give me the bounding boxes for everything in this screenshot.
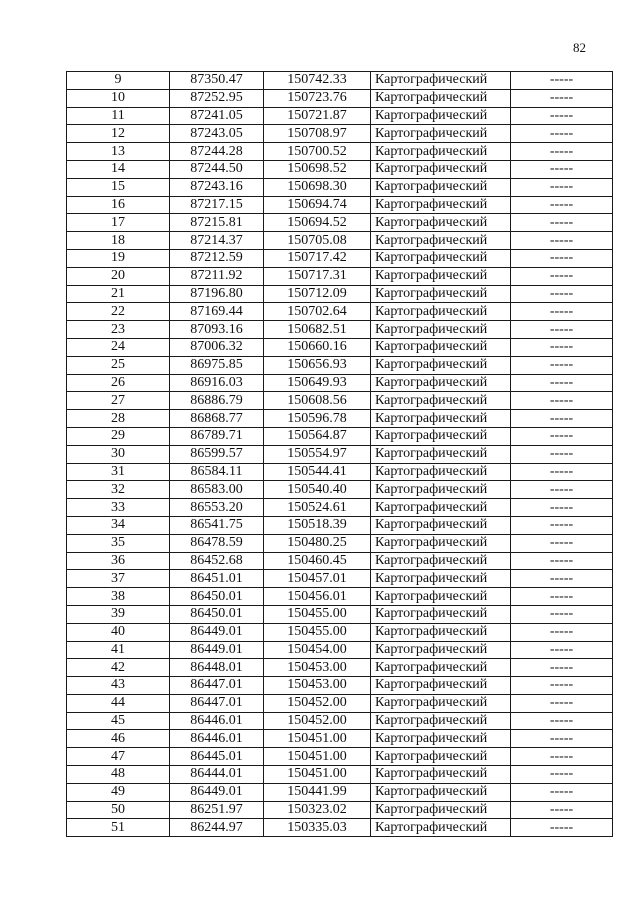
error-cell: ----- [511, 214, 613, 232]
y-coordinate-cell: 150742.33 [264, 72, 371, 90]
y-coordinate-cell: 150540.40 [264, 481, 371, 499]
table-row [67, 588, 613, 606]
y-coordinate-cell: 150441.99 [264, 783, 371, 801]
table-row [67, 552, 613, 570]
table-row [67, 801, 613, 819]
x-coordinate-cell: 87244.28 [170, 143, 264, 161]
method-cell: Картографический [371, 516, 511, 534]
error-cell: ----- [511, 641, 613, 659]
method-cell: Картографический [371, 801, 511, 819]
method-cell: Картографический [371, 712, 511, 730]
error-cell: ----- [511, 321, 613, 339]
table-row [67, 356, 613, 374]
x-coordinate-cell: 86541.75 [170, 516, 264, 534]
y-coordinate-cell: 150457.01 [264, 570, 371, 588]
error-cell: ----- [511, 481, 613, 499]
method-cell: Картографический [371, 677, 511, 695]
x-coordinate-cell: 86450.01 [170, 605, 264, 623]
point-number-cell: 41 [67, 641, 170, 659]
y-coordinate-cell: 150656.93 [264, 356, 371, 374]
y-coordinate-cell: 150453.00 [264, 677, 371, 695]
point-number-cell: 49 [67, 783, 170, 801]
table-row [67, 641, 613, 659]
y-coordinate-cell: 150554.97 [264, 445, 371, 463]
method-cell: Картографический [371, 89, 511, 107]
y-coordinate-cell: 150335.03 [264, 819, 371, 837]
error-cell: ----- [511, 570, 613, 588]
point-number-cell: 15 [67, 178, 170, 196]
point-number-cell: 21 [67, 285, 170, 303]
method-cell: Картографический [371, 730, 511, 748]
method-cell: Картографический [371, 303, 511, 321]
table-row [67, 694, 613, 712]
y-coordinate-cell: 150544.41 [264, 463, 371, 481]
x-coordinate-cell: 87212.59 [170, 249, 264, 267]
y-coordinate-cell: 150451.00 [264, 766, 371, 784]
method-cell: Картографический [371, 766, 511, 784]
x-coordinate-cell: 87006.32 [170, 338, 264, 356]
error-cell: ----- [511, 766, 613, 784]
error-cell: ----- [511, 356, 613, 374]
point-number-cell: 19 [67, 249, 170, 267]
table-row [67, 677, 613, 695]
x-coordinate-cell: 86868.77 [170, 410, 264, 428]
method-cell: Картографический [371, 552, 511, 570]
x-coordinate-cell: 86478.59 [170, 534, 264, 552]
table-row [67, 730, 613, 748]
point-number-cell: 24 [67, 338, 170, 356]
y-coordinate-cell: 150452.00 [264, 694, 371, 712]
x-coordinate-cell: 86975.85 [170, 356, 264, 374]
error-cell: ----- [511, 534, 613, 552]
x-coordinate-cell: 86916.03 [170, 374, 264, 392]
method-cell: Картографический [371, 178, 511, 196]
y-coordinate-cell: 150694.52 [264, 214, 371, 232]
method-cell: Картографический [371, 481, 511, 499]
y-coordinate-cell: 150451.00 [264, 748, 371, 766]
table-row [67, 214, 613, 232]
point-number-cell: 38 [67, 588, 170, 606]
point-number-cell: 33 [67, 499, 170, 517]
table-row [67, 463, 613, 481]
table-row [67, 232, 613, 250]
table-row [67, 392, 613, 410]
method-cell: Картографический [371, 463, 511, 481]
y-coordinate-cell: 150694.74 [264, 196, 371, 214]
x-coordinate-cell: 87243.16 [170, 178, 264, 196]
y-coordinate-cell: 150460.45 [264, 552, 371, 570]
method-cell: Картографический [371, 659, 511, 677]
table-row [67, 160, 613, 178]
y-coordinate-cell: 150480.25 [264, 534, 371, 552]
x-coordinate-cell: 86251.97 [170, 801, 264, 819]
x-coordinate-cell: 86451.01 [170, 570, 264, 588]
method-cell: Картографический [371, 72, 511, 90]
table-row [67, 534, 613, 552]
x-coordinate-cell: 87252.95 [170, 89, 264, 107]
method-cell: Картографический [371, 143, 511, 161]
x-coordinate-cell: 87243.05 [170, 125, 264, 143]
point-number-cell: 17 [67, 214, 170, 232]
x-coordinate-cell: 86447.01 [170, 694, 264, 712]
error-cell: ----- [511, 588, 613, 606]
point-number-cell: 31 [67, 463, 170, 481]
error-cell: ----- [511, 659, 613, 677]
x-coordinate-cell: 86452.68 [170, 552, 264, 570]
method-cell: Картографический [371, 783, 511, 801]
table-row [67, 605, 613, 623]
y-coordinate-cell: 150712.09 [264, 285, 371, 303]
error-cell: ----- [511, 267, 613, 285]
x-coordinate-cell: 86444.01 [170, 766, 264, 784]
point-number-cell: 23 [67, 321, 170, 339]
y-coordinate-cell: 150323.02 [264, 801, 371, 819]
method-cell: Картографический [371, 285, 511, 303]
table-row [67, 481, 613, 499]
method-cell: Картографический [371, 819, 511, 837]
method-cell: Картографический [371, 748, 511, 766]
x-coordinate-cell: 86583.00 [170, 481, 264, 499]
error-cell: ----- [511, 89, 613, 107]
method-cell: Картографический [371, 196, 511, 214]
error-cell: ----- [511, 107, 613, 125]
method-cell: Картографический [371, 214, 511, 232]
table-row [67, 89, 613, 107]
point-number-cell: 35 [67, 534, 170, 552]
point-number-cell: 30 [67, 445, 170, 463]
point-number-cell: 51 [67, 819, 170, 837]
y-coordinate-cell: 150723.76 [264, 89, 371, 107]
point-number-cell: 32 [67, 481, 170, 499]
table-row [67, 410, 613, 428]
x-coordinate-cell: 86886.79 [170, 392, 264, 410]
point-number-cell: 29 [67, 427, 170, 445]
x-coordinate-cell: 86449.01 [170, 783, 264, 801]
method-cell: Картографический [371, 534, 511, 552]
method-cell: Картографический [371, 499, 511, 517]
table-row [67, 143, 613, 161]
error-cell: ----- [511, 72, 613, 90]
method-cell: Картографический [371, 374, 511, 392]
error-cell: ----- [511, 801, 613, 819]
x-coordinate-cell: 86448.01 [170, 659, 264, 677]
error-cell: ----- [511, 125, 613, 143]
error-cell: ----- [511, 232, 613, 250]
table-row [67, 427, 613, 445]
point-number-cell: 12 [67, 125, 170, 143]
table-row [67, 267, 613, 285]
point-number-cell: 22 [67, 303, 170, 321]
point-number-cell: 43 [67, 677, 170, 695]
method-cell: Картографический [371, 107, 511, 125]
error-cell: ----- [511, 783, 613, 801]
x-coordinate-cell: 86450.01 [170, 588, 264, 606]
table-row [67, 249, 613, 267]
x-coordinate-cell: 86584.11 [170, 463, 264, 481]
y-coordinate-cell: 150455.00 [264, 605, 371, 623]
table-row [67, 285, 613, 303]
table-row [67, 766, 613, 784]
y-coordinate-cell: 150700.52 [264, 143, 371, 161]
table-row [67, 516, 613, 534]
y-coordinate-cell: 150456.01 [264, 588, 371, 606]
method-cell: Картографический [371, 570, 511, 588]
table-row [67, 125, 613, 143]
error-cell: ----- [511, 623, 613, 641]
y-coordinate-cell: 150717.31 [264, 267, 371, 285]
table-row [67, 107, 613, 125]
y-coordinate-cell: 150682.51 [264, 321, 371, 339]
y-coordinate-cell: 150596.78 [264, 410, 371, 428]
point-number-cell: 26 [67, 374, 170, 392]
error-cell: ----- [511, 249, 613, 267]
y-coordinate-cell: 150451.00 [264, 730, 371, 748]
error-cell: ----- [511, 178, 613, 196]
error-cell: ----- [511, 143, 613, 161]
point-number-cell: 36 [67, 552, 170, 570]
error-cell: ----- [511, 410, 613, 428]
point-number-cell: 25 [67, 356, 170, 374]
method-cell: Картографический [371, 445, 511, 463]
coordinates-table-body [67, 72, 613, 837]
y-coordinate-cell: 150455.00 [264, 623, 371, 641]
point-number-cell: 44 [67, 694, 170, 712]
x-coordinate-cell: 86449.01 [170, 641, 264, 659]
table-row [67, 178, 613, 196]
y-coordinate-cell: 150698.52 [264, 160, 371, 178]
y-coordinate-cell: 150452.00 [264, 712, 371, 730]
x-coordinate-cell: 87350.47 [170, 72, 264, 90]
coordinates-table [66, 71, 613, 837]
point-number-cell: 46 [67, 730, 170, 748]
point-number-cell: 40 [67, 623, 170, 641]
error-cell: ----- [511, 196, 613, 214]
method-cell: Картографический [371, 249, 511, 267]
x-coordinate-cell: 87093.16 [170, 321, 264, 339]
table-row [67, 499, 613, 517]
y-coordinate-cell: 150721.87 [264, 107, 371, 125]
method-cell: Картографический [371, 160, 511, 178]
error-cell: ----- [511, 605, 613, 623]
x-coordinate-cell: 87169.44 [170, 303, 264, 321]
error-cell: ----- [511, 303, 613, 321]
method-cell: Картографический [371, 338, 511, 356]
method-cell: Картографический [371, 232, 511, 250]
method-cell: Картографический [371, 410, 511, 428]
table-row [67, 819, 613, 837]
x-coordinate-cell: 86789.71 [170, 427, 264, 445]
point-number-cell: 13 [67, 143, 170, 161]
method-cell: Картографический [371, 623, 511, 641]
y-coordinate-cell: 150717.42 [264, 249, 371, 267]
point-number-cell: 34 [67, 516, 170, 534]
x-coordinate-cell: 87214.37 [170, 232, 264, 250]
point-number-cell: 39 [67, 605, 170, 623]
point-number-cell: 10 [67, 89, 170, 107]
method-cell: Картографический [371, 605, 511, 623]
table-row [67, 321, 613, 339]
error-cell: ----- [511, 427, 613, 445]
x-coordinate-cell: 87211.92 [170, 267, 264, 285]
table-row [67, 338, 613, 356]
table-row [67, 623, 613, 641]
y-coordinate-cell: 150660.16 [264, 338, 371, 356]
x-coordinate-cell: 86445.01 [170, 748, 264, 766]
point-number-cell: 14 [67, 160, 170, 178]
point-number-cell: 16 [67, 196, 170, 214]
point-number-cell: 47 [67, 748, 170, 766]
point-number-cell: 48 [67, 766, 170, 784]
error-cell: ----- [511, 445, 613, 463]
table-row [67, 570, 613, 588]
error-cell: ----- [511, 677, 613, 695]
point-number-cell: 20 [67, 267, 170, 285]
y-coordinate-cell: 150705.08 [264, 232, 371, 250]
error-cell: ----- [511, 694, 613, 712]
x-coordinate-cell: 87196.80 [170, 285, 264, 303]
page-number: 82 [573, 40, 586, 55]
y-coordinate-cell: 150518.39 [264, 516, 371, 534]
point-number-cell: 45 [67, 712, 170, 730]
table-row [67, 303, 613, 321]
method-cell: Картографический [371, 588, 511, 606]
point-number-cell: 18 [67, 232, 170, 250]
point-number-cell: 11 [67, 107, 170, 125]
error-cell: ----- [511, 730, 613, 748]
method-cell: Картографический [371, 694, 511, 712]
error-cell: ----- [511, 392, 613, 410]
x-coordinate-cell: 86244.97 [170, 819, 264, 837]
x-coordinate-cell: 87241.05 [170, 107, 264, 125]
y-coordinate-cell: 150708.97 [264, 125, 371, 143]
x-coordinate-cell: 86446.01 [170, 712, 264, 730]
y-coordinate-cell: 150608.56 [264, 392, 371, 410]
x-coordinate-cell: 86553.20 [170, 499, 264, 517]
table-row [67, 783, 613, 801]
y-coordinate-cell: 150698.30 [264, 178, 371, 196]
y-coordinate-cell: 150453.00 [264, 659, 371, 677]
x-coordinate-cell: 86446.01 [170, 730, 264, 748]
method-cell: Картографический [371, 267, 511, 285]
table-row [67, 712, 613, 730]
point-number-cell: 37 [67, 570, 170, 588]
x-coordinate-cell: 86449.01 [170, 623, 264, 641]
point-number-cell: 27 [67, 392, 170, 410]
error-cell: ----- [511, 819, 613, 837]
error-cell: ----- [511, 552, 613, 570]
point-number-cell: 50 [67, 801, 170, 819]
method-cell: Картографический [371, 392, 511, 410]
x-coordinate-cell: 87244.50 [170, 160, 264, 178]
point-number-cell: 9 [67, 72, 170, 90]
x-coordinate-cell: 86447.01 [170, 677, 264, 695]
y-coordinate-cell: 150524.61 [264, 499, 371, 517]
y-coordinate-cell: 150564.87 [264, 427, 371, 445]
error-cell: ----- [511, 463, 613, 481]
x-coordinate-cell: 87217.15 [170, 196, 264, 214]
error-cell: ----- [511, 712, 613, 730]
y-coordinate-cell: 150649.93 [264, 374, 371, 392]
y-coordinate-cell: 150454.00 [264, 641, 371, 659]
table-row [67, 659, 613, 677]
table-row [67, 374, 613, 392]
table-row [67, 445, 613, 463]
error-cell: ----- [511, 499, 613, 517]
point-number-cell: 28 [67, 410, 170, 428]
method-cell: Картографический [371, 356, 511, 374]
table-row [67, 196, 613, 214]
point-number-cell: 42 [67, 659, 170, 677]
method-cell: Картографический [371, 321, 511, 339]
error-cell: ----- [511, 338, 613, 356]
x-coordinate-cell: 86599.57 [170, 445, 264, 463]
error-cell: ----- [511, 285, 613, 303]
method-cell: Картографический [371, 641, 511, 659]
method-cell: Картографический [371, 125, 511, 143]
error-cell: ----- [511, 516, 613, 534]
y-coordinate-cell: 150702.64 [264, 303, 371, 321]
table-row [67, 748, 613, 766]
error-cell: ----- [511, 374, 613, 392]
error-cell: ----- [511, 748, 613, 766]
table-row [67, 72, 613, 90]
error-cell: ----- [511, 160, 613, 178]
x-coordinate-cell: 87215.81 [170, 214, 264, 232]
method-cell: Картографический [371, 427, 511, 445]
